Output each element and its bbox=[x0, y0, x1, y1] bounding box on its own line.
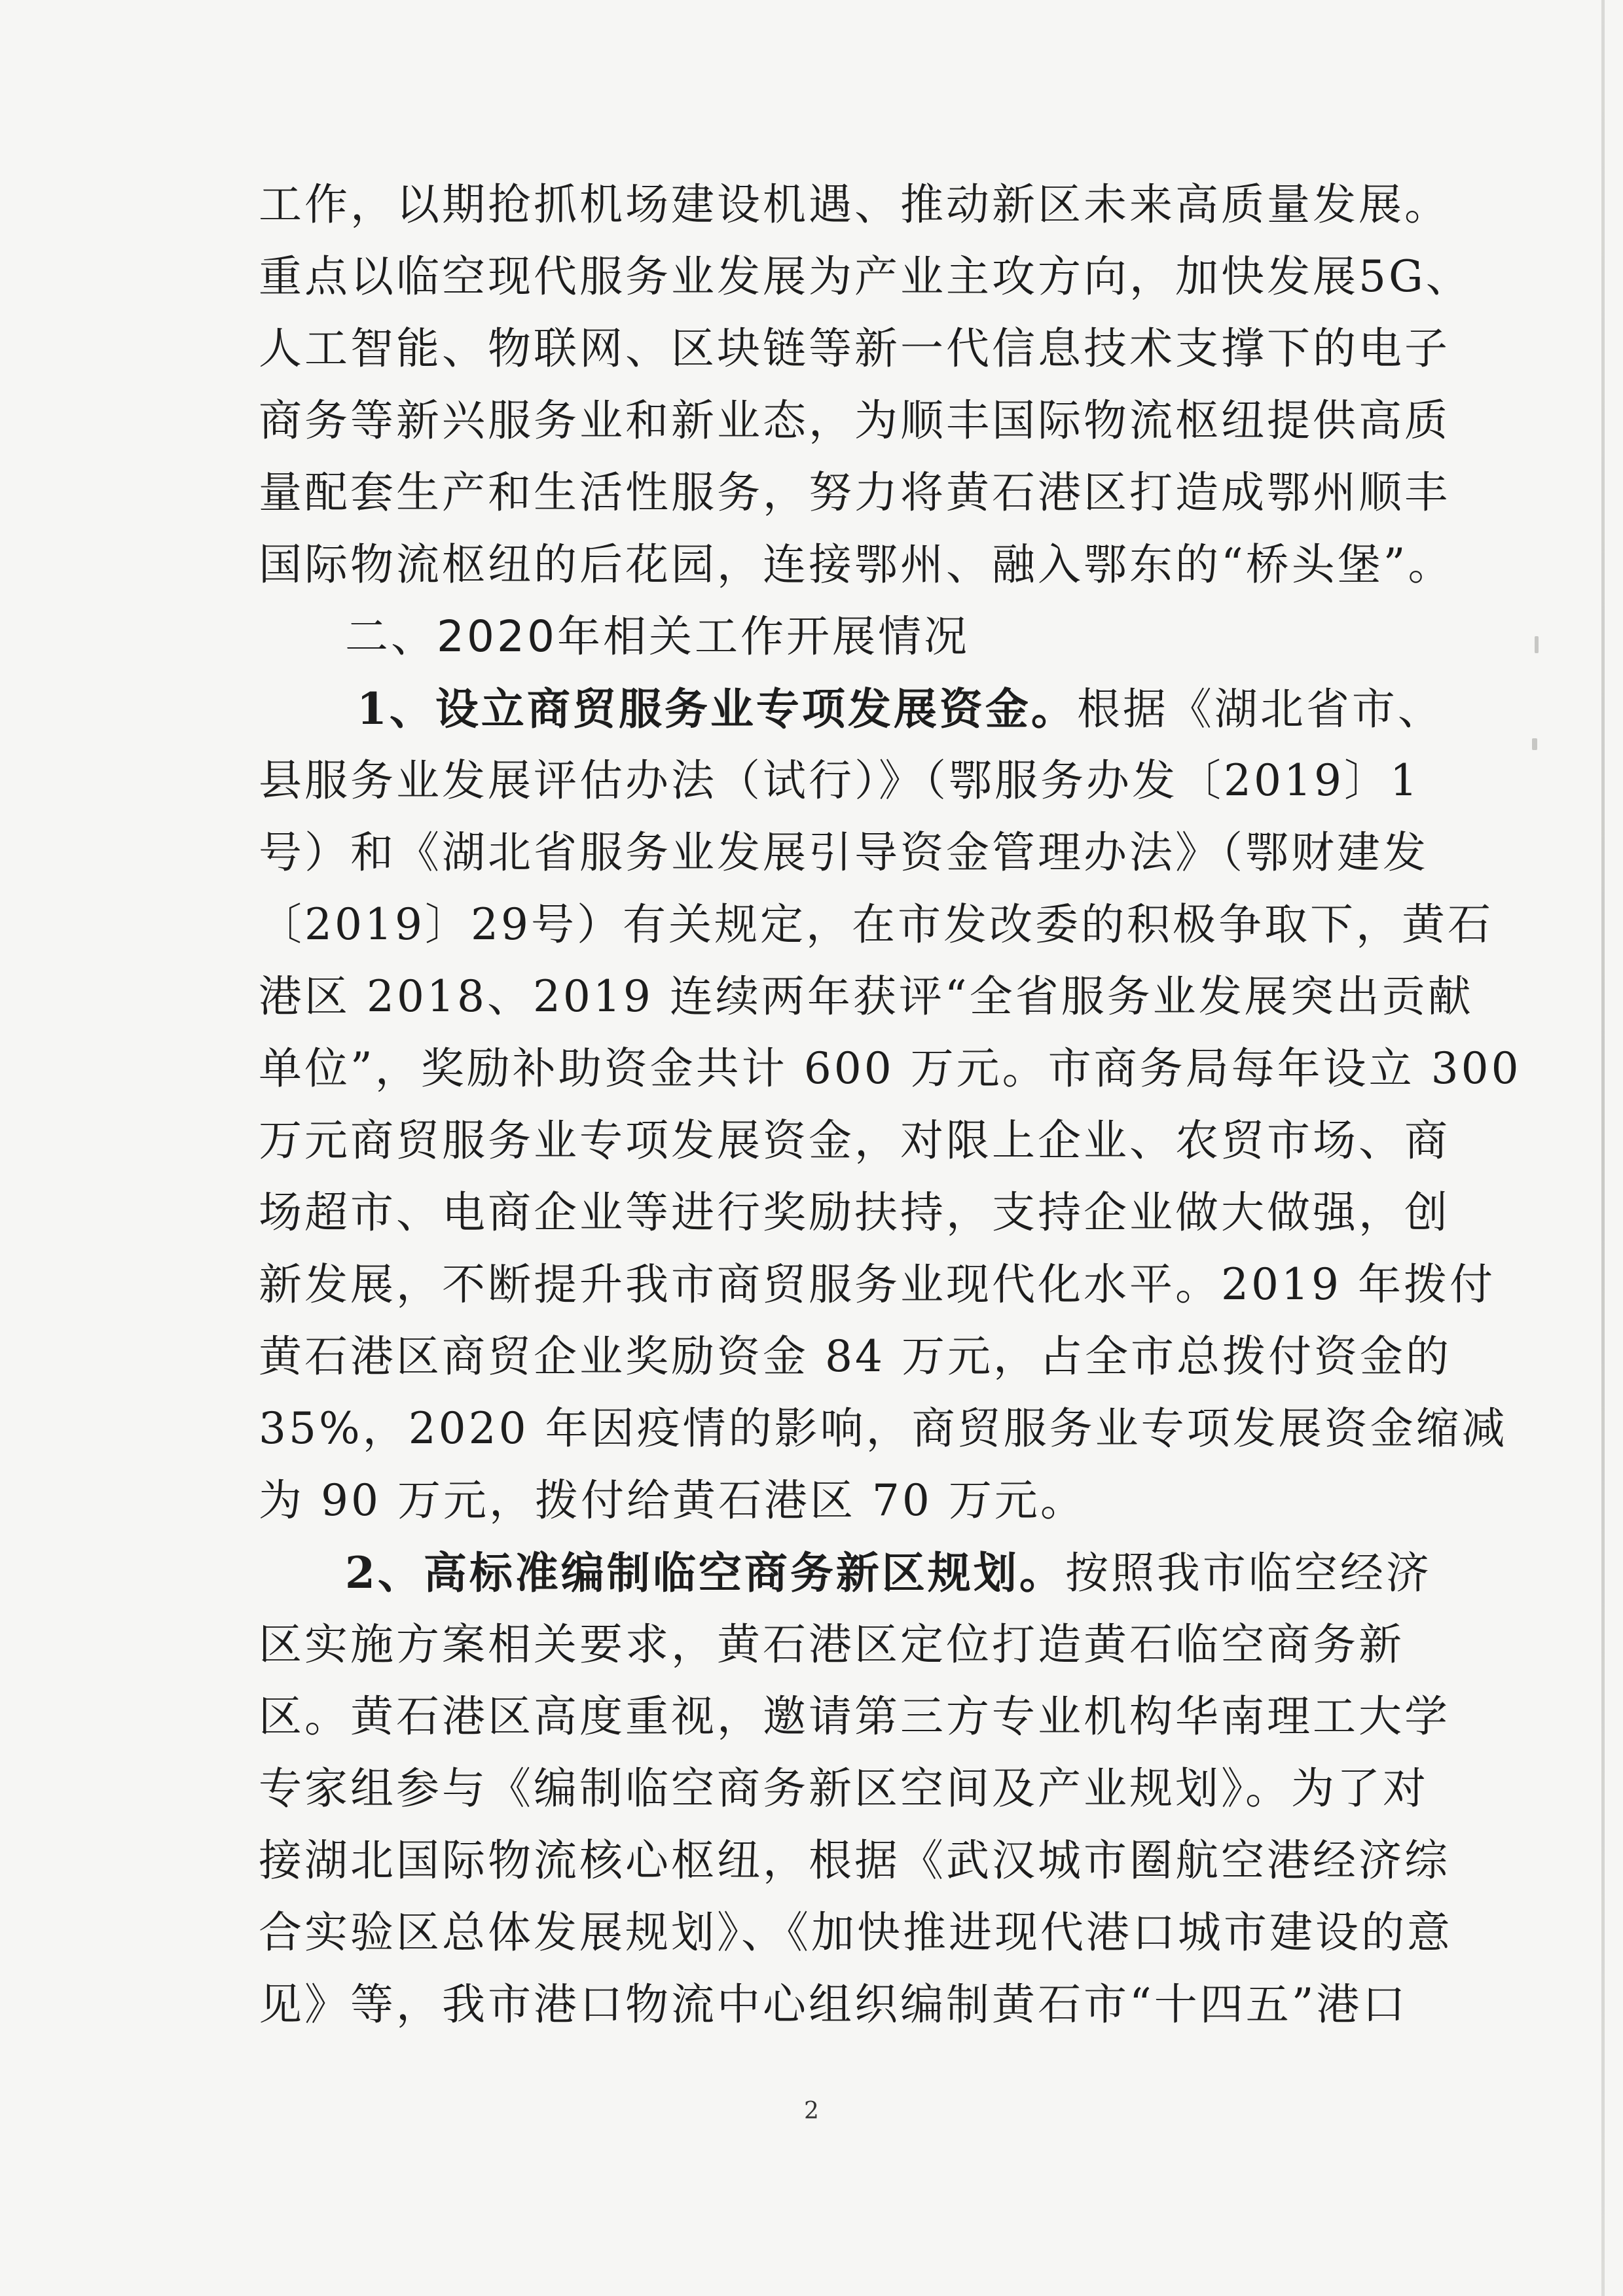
scan-speck bbox=[1535, 636, 1539, 653]
item2-title: 2、高标准编制临空商务新区规划。 bbox=[345, 1547, 1065, 1598]
paragraph-line: 工作，以期抢抓机场建设机遇、推动新区未来高质量发展。 bbox=[259, 179, 1450, 230]
item1-first-line bbox=[259, 673, 1444, 745]
paragraph-line: 场超市、电商企业等进行奖励扶持，支持企业做大做强，创 bbox=[259, 1187, 1450, 1238]
paragraph-line: 区实施方案相关要求，黄石港区定位打造黄石临空商务新 bbox=[259, 1619, 1404, 1670]
paragraph-line: 黄石港区商贸企业奖励资金 84 万元，占全市总拨付资金的 bbox=[259, 1331, 1451, 1382]
item1-title: 1、设立商贸服务业专项发展资金。 bbox=[357, 683, 1077, 734]
paragraph-line: 量配套生产和生活性服务，努力将黄石港区打造成鄂州顺丰 bbox=[259, 467, 1450, 518]
paragraph-line: 接湖北国际物流核心枢纽，根据《武汉城市圈航空港经济综 bbox=[259, 1835, 1450, 1886]
document-body bbox=[259, 169, 1522, 2041]
paragraph-line: 区。黄石港区高度重视，邀请第三方专业机构华南理工大学 bbox=[259, 1691, 1450, 1742]
paragraph-last-line: 为 90 万元，拨付给黄石港区 70 万元。 bbox=[259, 1475, 1086, 1526]
item2-first-line bbox=[259, 1537, 1432, 1609]
paragraph-line: 见》等，我市港口物流中心组织编制黄石市“十四五”港口 bbox=[259, 1979, 1408, 2030]
paragraph-line: 新发展，不断提升我市商贸服务业现代化水平。2019 年拨付 bbox=[259, 1259, 1495, 1310]
section-heading: 二、2020年相关工作开展情况 bbox=[345, 611, 970, 662]
paragraph-line: 商务等新兴服务业和新业态，为顺丰国际物流枢纽提供高质 bbox=[259, 395, 1450, 446]
scan-edge-shadow bbox=[1601, 0, 1605, 2296]
paragraph-line: 合实验区总体发展规划》、《加快推进现代港口城市建设的意 bbox=[259, 1907, 1453, 1958]
paragraph-line: 人工智能、物联网、区块链等新一代信息技术支撑下的电子 bbox=[259, 323, 1450, 374]
paragraph-line: 万元商贸服务业专项发展资金，对限上企业、农贸市场、商 bbox=[259, 1115, 1450, 1166]
paragraph-line: 号）和《湖北省服务业发展引导资金管理办法》（鄂财建发 bbox=[259, 827, 1429, 878]
paragraph-line: 〔2019〕29号）有关规定，在市发改委的积极争取下，黄石 bbox=[259, 899, 1493, 950]
scan-speck bbox=[1532, 738, 1537, 750]
paragraph-line: 县服务业发展评估办法（试行）》（鄂服务办发〔2019〕1 bbox=[259, 755, 1420, 806]
paragraph-line: 35%，2020 年因疫情的影响，商贸服务业专项发展资金缩减 bbox=[259, 1403, 1508, 1454]
paragraph-line: 重点以临空现代服务业发展为产业主攻方向，加快发展5G、 bbox=[259, 251, 1472, 302]
paragraph-line: 国际物流枢纽的后花园，连接鄂州、融入鄂东的“桥头堡”。 bbox=[259, 539, 1454, 590]
paragraph-line: 单位”，奖励补助资金共计 600 万元。市商务局每年设立 300 bbox=[259, 1043, 1522, 1094]
paragraph-line: 港区 2018、2019 连续两年获评“全省服务业发展突出贡献 bbox=[259, 971, 1474, 1022]
item2-first-line-rest: 按照我市临空经济 bbox=[1065, 1548, 1432, 1598]
paragraph-line: 专家组参与《编制临空商务新区空间及产业规划》。为了对 bbox=[259, 1763, 1429, 1814]
page-number: 2 bbox=[804, 2098, 819, 2125]
item1-first-line-rest: 根据《湖北省市、 bbox=[1076, 684, 1444, 734]
